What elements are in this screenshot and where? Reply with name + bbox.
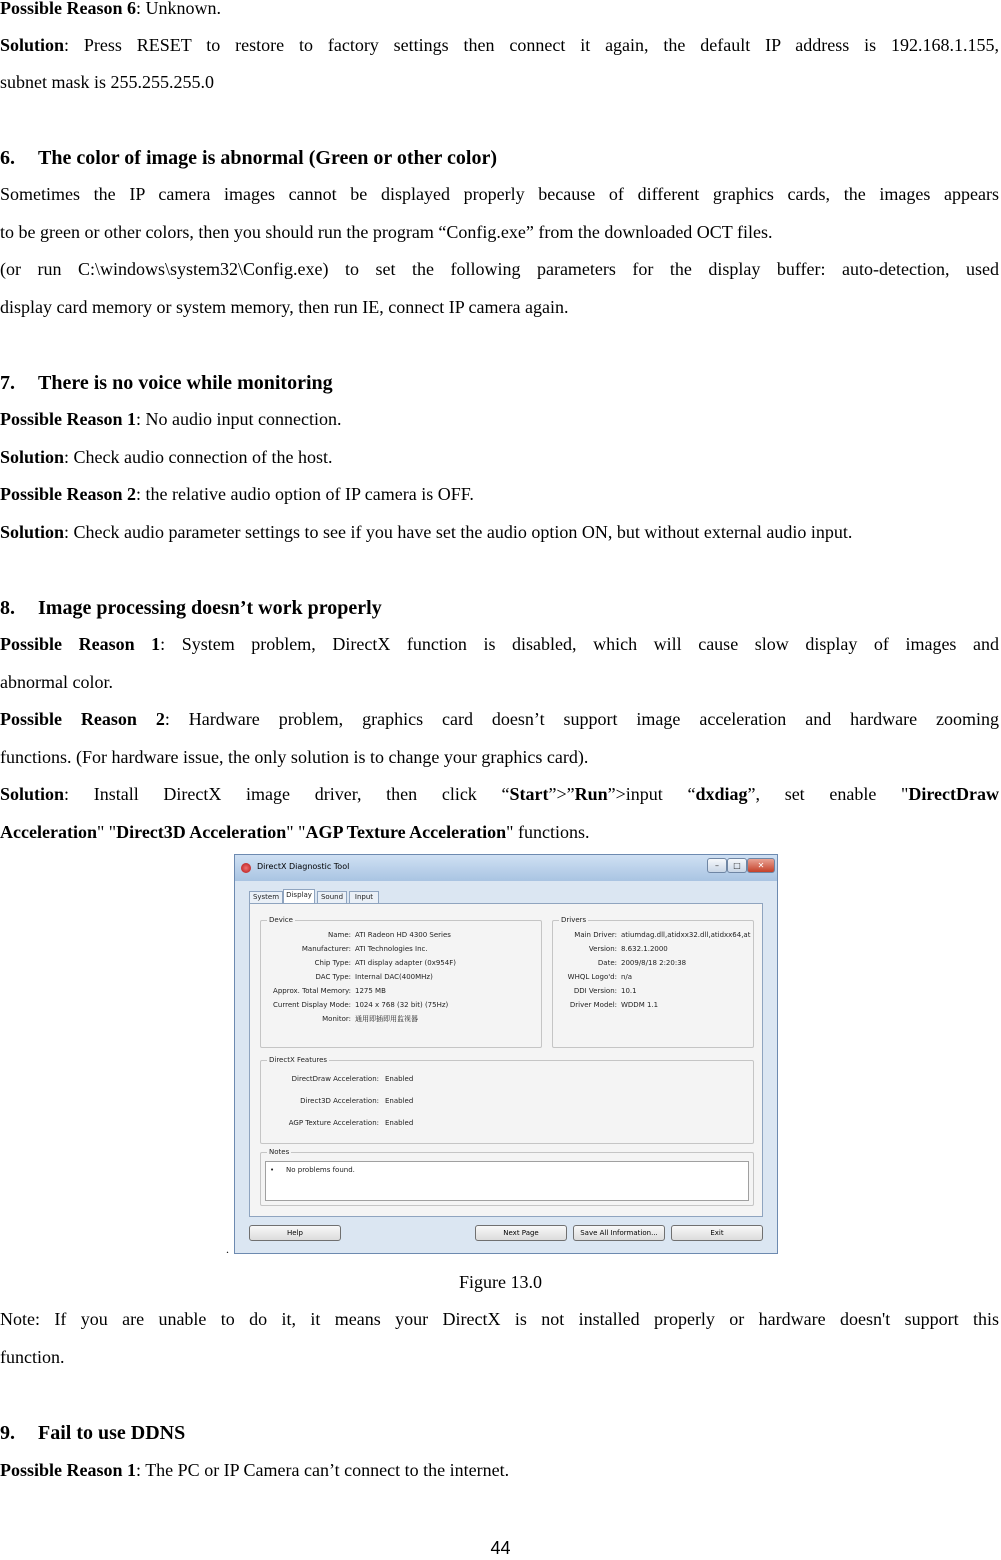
dialog-title: DirectX Diagnostic Tool [257,862,350,871]
section-8-heading: 8. Image processing doesn’t work properly [0,597,382,619]
section-6-line3: (or run C:\windows\system32\Config.exe) to set the following parameters for the display buffer: auto-detection, used [0,259,999,279]
section-9-heading: 9. Fail to use DDNS [0,1422,186,1444]
maximize-button[interactable]: □ [727,858,747,873]
driver-row: Date: 2009/8/18 2:20:38 [597,959,687,967]
driver-row: Main Driver: atiumdag.dll,atidxx32.dll,atidxx64,at [574,931,751,939]
device-row: DAC Type: Internal DAC(400MHz) [315,973,433,981]
driver-row: DDI Version: 10.1 [573,987,637,995]
feature-row: AGP Texture Acceleration: Enabled [288,1119,414,1127]
feature-row: DirectDraw Acceleration: Enabled [291,1075,414,1083]
section-7-reason2: Possible Reason 2: the relative audio option of IP camera is OFF. [0,484,474,504]
section-8-reason2-line1: Possible Reason 2: Hardware problem, graphics card doesn’t support image acceleration and hardware zooming [0,709,999,729]
section-7-solution1: Solution: Check audio connection of the host. [0,447,333,467]
section-8-reason1-line1: Possible Reason 1: System problem, DirectX function is disabled, which will cause slow display of images and [0,634,999,654]
device-group-label: Device [269,916,293,924]
minimize-button[interactable]: – [707,858,727,873]
device-row: Manufacturer: ATI Technologies Inc. [301,945,428,953]
exit-button[interactable]: Exit [671,1225,763,1241]
section-7-reason1: Possible Reason 1: No audio input connection. [0,409,342,429]
notes-group [260,1148,754,1206]
device-row: Approx. Total Memory: 1275 MB [273,987,386,995]
figure-dot: . [226,1242,229,1256]
reason6-solution-line2: subnet mask is 255.255.255.0 [0,72,214,92]
directx-icon [241,863,251,873]
tab-system[interactable]: System [249,891,283,903]
reason6-solution-line1: Solution: Press RESET to restore to factory settings then connect it again, the default IP address is 192.168.1.155, [0,35,999,55]
display-panel [249,903,763,1217]
directx-features-group [260,1056,754,1144]
driver-row: Driver Model: WDDM 1.1 [569,1001,659,1009]
note-line1: Note: If you are unable to do it, it means your DirectX is not installed properly or hardware doesn't support this [0,1309,999,1329]
next-page-button[interactable]: Next Page [475,1225,567,1241]
section-7-heading: 7. There is no voice while monitoring [0,372,333,394]
section-8-reason2-line2: functions. (For hardware issue, the only solution is to change your graphics card). [0,747,589,767]
save-all-information-button[interactable]: Save All Information... [573,1225,665,1241]
tab-display[interactable]: Display [283,889,315,904]
device-row: Monitor: 通用即插即用监视器 [322,1015,418,1023]
notes-group-label: Notes [269,1148,290,1156]
help-button[interactable]: Help [249,1225,341,1241]
tab-input[interactable]: Input [349,891,379,903]
device-group [260,916,542,1048]
features-group-label: DirectX Features [269,1056,328,1064]
section-8-solution-line1: Solution: Install DirectX image driver, then click “Start”>”Run”>input “dxdiag”, set enable "DirectDraw [0,784,999,804]
notes-text: No problems found. [286,1166,355,1174]
tab-sound[interactable]: Sound [317,891,347,903]
drivers-group-label: Drivers [561,916,587,924]
device-row: Chip Type: ATI display adapter (0x954F) [314,959,456,967]
section-6-heading: 6. The color of image is abnormal (Green or other color) [0,147,497,169]
section-8-reason1-line2: abnormal color. [0,672,113,692]
directx-dialog-screenshot [234,854,778,1254]
section-6-line4: display card memory or system memory, then run IE, connect IP camera again. [0,297,569,317]
device-row: Current Display Mode: 1024 x 768 (32 bit) (75Hz) [273,1001,449,1009]
close-button[interactable]: ✕ [747,858,775,873]
drivers-group [552,916,754,1048]
figure-caption: Figure 13.0 [459,1272,542,1292]
notes-bullet: • [270,1166,275,1174]
section-8-solution-line2: Acceleration" "Direct3D Acceleration" "AGP Texture Acceleration" functions. [0,822,590,842]
section-7-solution2: Solution: Check audio parameter settings to see if you have set the audio option ON, but without external audio input. [0,522,853,542]
section-9-reason1: Possible Reason 1: The PC or IP Camera can’t connect to the internet. [0,1460,510,1480]
section-6-line2: to be green or other colors, then you should run the program “Config.exe” from the downloaded OCT files. [0,222,773,242]
section-6-line1: Sometimes the IP camera images cannot be displayed properly because of different graphics cards, the images appears [0,184,999,204]
notes-textbox[interactable] [265,1161,749,1201]
feature-row: Direct3D Acceleration: Enabled [300,1097,414,1105]
device-row: Name: ATI Radeon HD 4300 Series [327,931,451,939]
note-line2: function. [0,1347,65,1367]
driver-row: WHQL Logo'd: n/a [567,973,633,981]
page-number: 44 [490,1538,511,1558]
driver-row: Version: 8.632.1.2000 [588,945,668,953]
dialog-titlebar [235,855,777,881]
reason6-line: Possible Reason 6: Unknown. [0,0,222,18]
